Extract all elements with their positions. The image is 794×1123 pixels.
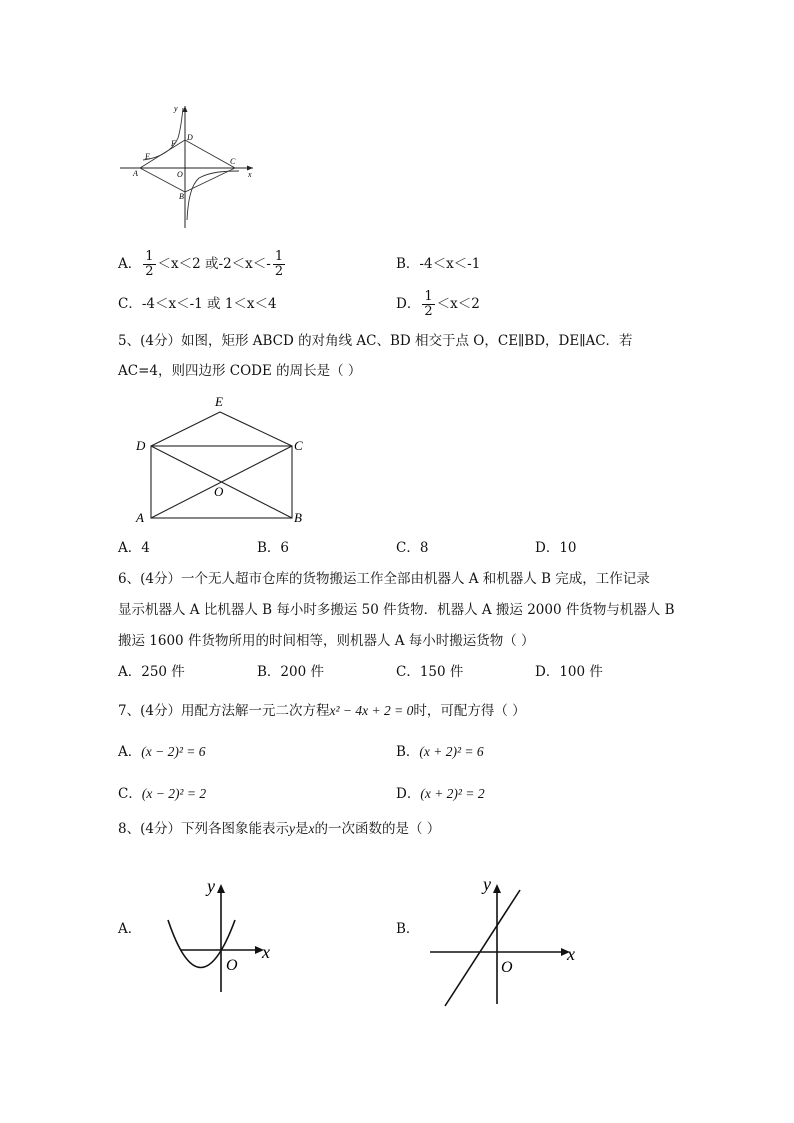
q7-equation: x² − 4x + 2 = 0 — [329, 703, 414, 718]
q6-option-b[interactable]: B．200 件 — [257, 664, 324, 680]
q4-option-b[interactable] — [396, 255, 480, 273]
q4-option-a[interactable] — [118, 244, 287, 284]
q8a-label-y: y — [207, 876, 215, 896]
q8a-label-x: x — [262, 942, 270, 962]
q4-label-f: F — [171, 139, 176, 148]
q4-option-c[interactable] — [118, 295, 277, 313]
q8-option-b-label[interactable]: B． — [396, 921, 420, 937]
q8-stem: 8、(4分）下列各图象能表示y是x的一次函数的是（ ） — [118, 821, 441, 837]
q8-option-a-graph[interactable] — [160, 870, 280, 1000]
q7-option-c[interactable]: C．(x − 2)² = 2 — [118, 786, 207, 802]
q8a-y-arrow-icon — [217, 884, 225, 893]
q5-label-o: O — [214, 484, 224, 499]
q8b-line — [445, 890, 520, 1006]
q4-option-a-fraction: $\frac{1}{2}$ — [145, 248, 154, 279]
q4-label-a: A — [133, 169, 138, 178]
q4-label-o: O — [177, 170, 183, 179]
q6-stem-line3: 搬运 1600 件货物所用的时间相等，则机器人 A 每小时搬运货物（ ） — [118, 633, 535, 649]
q5-label-a: A — [136, 510, 144, 525]
q4-label-e: E — [145, 152, 150, 161]
q4-option-c-label: C． — [118, 296, 142, 312]
q4-option-a-text: ＜x＜2 或-2＜x＜- — [157, 256, 271, 272]
q5-figure — [130, 392, 315, 528]
q4-label-x: x — [248, 170, 252, 179]
q5-stem-line1: 5、(4分）如图，矩形 ABCD 的对角线 AC、BD 相交于点 O，CE∥BD，DE∥AC．若 — [118, 333, 633, 349]
q4-option-d-fraction: $\frac{1}{2}$ — [424, 288, 433, 319]
q5-option-b[interactable]: B．6 — [257, 540, 290, 556]
q5-label-e: E — [215, 394, 223, 409]
q8-option-b-graph[interactable] — [425, 870, 590, 1010]
q8-option-a-label[interactable]: A． — [118, 921, 142, 937]
q5-label-b: B — [294, 510, 302, 525]
q4-rhombus — [140, 140, 235, 192]
q4-label-c: C — [230, 157, 236, 166]
q6-option-d[interactable]: D．100 件 — [535, 664, 603, 680]
q4-option-a-label: A． — [118, 256, 142, 272]
q4-label-y: y — [174, 104, 178, 113]
q5-triangle-dec — [151, 412, 292, 446]
q4-figure — [115, 100, 265, 230]
q7-option-a[interactable]: A．(x − 2)² = 6 — [118, 744, 206, 760]
q6-option-c[interactable]: C．150 件 — [396, 664, 464, 680]
q4-label-b: B — [179, 192, 184, 201]
q5-option-c[interactable]: C．8 — [396, 540, 429, 556]
q8b-label-o: O — [501, 959, 513, 976]
q7-stem — [118, 702, 526, 720]
q4-option-b-text: -4＜x＜-1 — [419, 256, 481, 272]
q4-option-b-label: B． — [396, 256, 420, 272]
q4-option-d[interactable] — [396, 284, 480, 324]
q8b-label-x: x — [567, 944, 575, 964]
q4-option-d-label: D． — [396, 296, 421, 312]
q6-stem-line2: 显示机器人 A 比机器人 B 每小时多搬运 50 件货物．机器人 A 搬运 2000 件货物与机器人 B — [118, 602, 675, 618]
q5-label-c: C — [294, 438, 303, 453]
q6-option-a[interactable]: A．250 件 — [118, 664, 185, 680]
q4-label-d: D — [187, 133, 193, 142]
q4-option-a-fraction-2: $\frac{1}{2}$ — [274, 248, 284, 279]
q7-option-b[interactable]: B．(x + 2)² = 6 — [396, 744, 484, 760]
q6-stem-line1: 6、(4分）一个无人超市仓库的货物搬运工作全部由机器人 A 和机器人 B 完成，工作记录 — [118, 571, 650, 587]
q5-option-d[interactable]: D．10 — [535, 540, 577, 556]
q5-option-a[interactable]: A．4 — [118, 540, 150, 556]
q8b-label-y: y — [483, 874, 491, 894]
q8a-parabola — [168, 920, 235, 968]
q5-label-d: D — [136, 438, 146, 453]
q4-option-c-text: -4＜x＜-1 或 1＜x＜4 — [141, 296, 277, 312]
q7-option-d[interactable]: D．(x + 2)² = 2 — [396, 786, 485, 802]
q7-stem-prefix: 7、(4分）用配方法解一元二次方程 — [118, 703, 330, 719]
q7-stem-suffix: 时，可配方得（ ） — [413, 703, 526, 719]
q8b-y-arrow-icon — [493, 884, 501, 893]
q8a-label-o: O — [226, 957, 238, 974]
q5-stem-line2: AC=4，则四边形 CODE 的周长是（ ） — [118, 363, 362, 379]
q4-option-d-text: ＜x＜2 — [436, 296, 480, 312]
